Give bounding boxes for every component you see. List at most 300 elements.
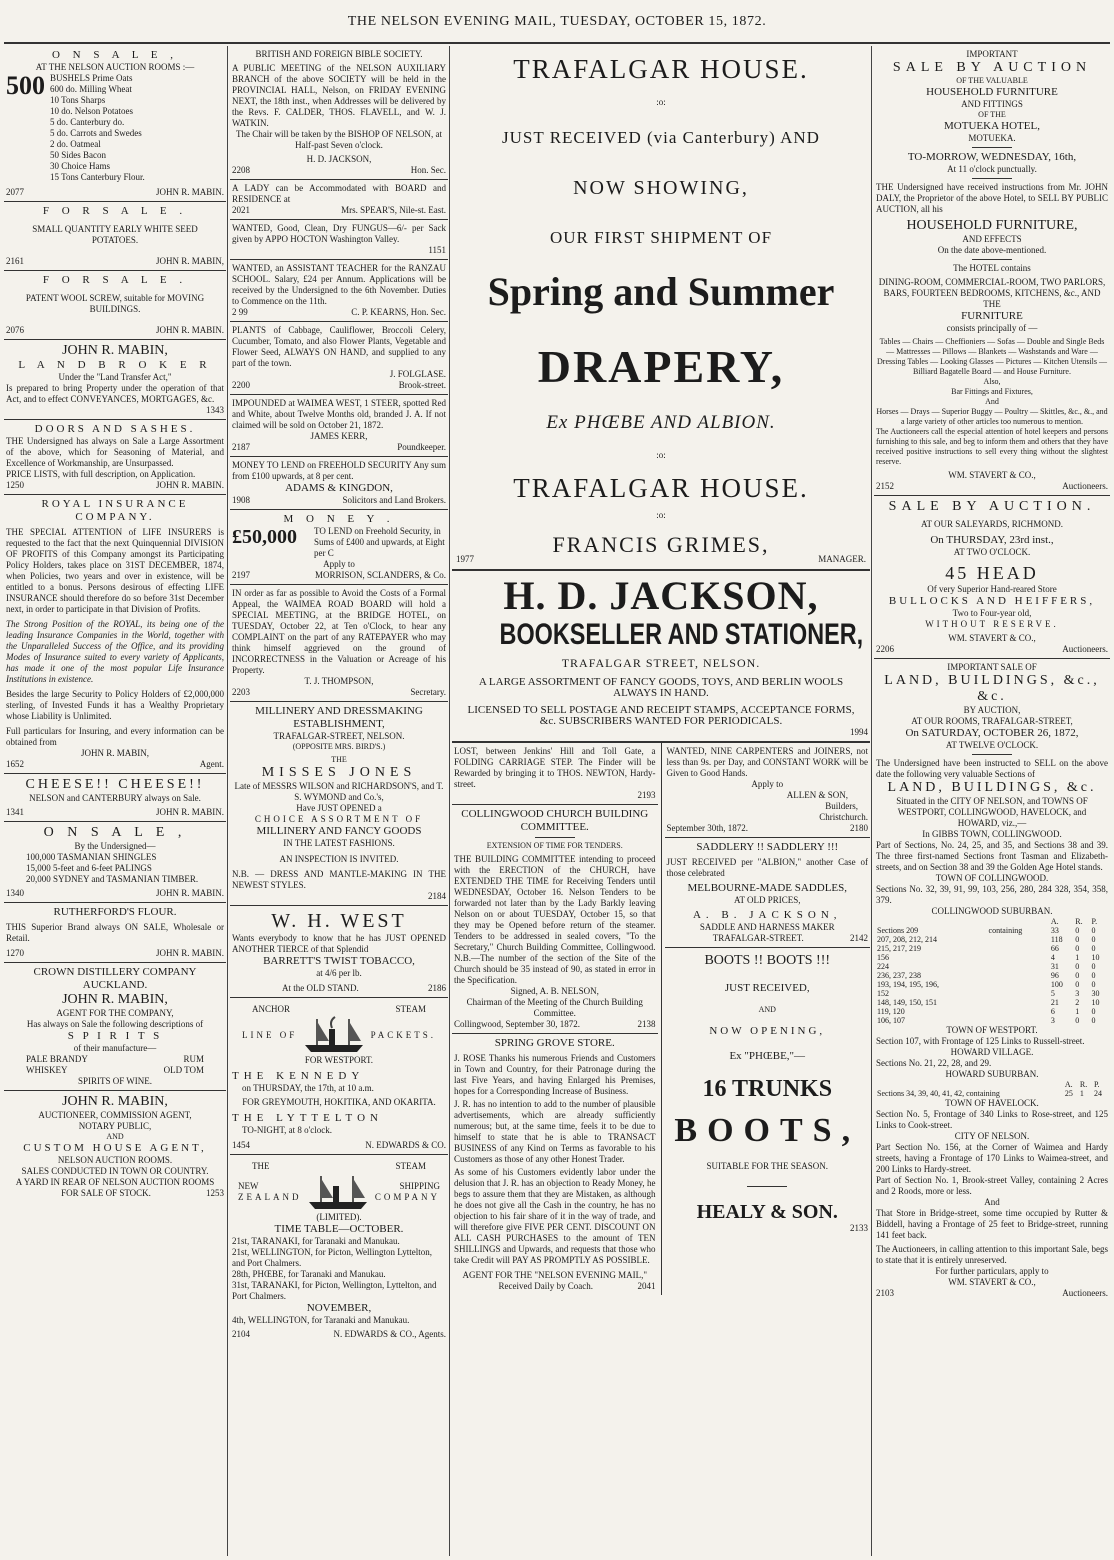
list-item: WHISKEY bbox=[26, 1065, 68, 1075]
ad-signature: MORRISON, SCLANDERS, & Co. bbox=[314, 570, 446, 580]
table-cell: 0 bbox=[1091, 1007, 1096, 1016]
ad-address: Brook-street. bbox=[398, 380, 446, 390]
ad-role: Auctioneers. bbox=[1062, 481, 1108, 491]
ad-boots bbox=[665, 948, 871, 1237]
ad-line: On SATURDAY, OCTOBER 26, 1872, bbox=[905, 727, 1079, 739]
ad-paragraph: As some of his Customers evidently labor under the delusion that J. R. has an objection to Ready Money, he begs to assure them that they are Mistaken, as although he does not give all the Cash in the country, he has no objection to his fair share of it in the way of trade, and will therefore give FIVE PER CENT. DISCOUNT ON ALL CASH PURCHASES to the amount of TEN SHILLINGS and Upwards, and requests that those who take Credit will PAY AS PROMPTLY AS POSSIBLE. bbox=[454, 1167, 656, 1265]
ad-title: SALE BY AUCTION. bbox=[888, 499, 1096, 514]
ad-title: STEAM bbox=[395, 1004, 426, 1014]
ad-signature: JOHN R. MABIN, bbox=[155, 256, 224, 266]
ad-bible-society bbox=[230, 46, 448, 180]
ad-line: The HOTEL contains bbox=[953, 263, 1031, 273]
table-cell: 10 bbox=[1091, 998, 1100, 1007]
ad-line: FOR GREYMOUTH, HOKITIKA, AND OKARITA. bbox=[242, 1097, 436, 1107]
ad-body: Wants everybody to know that he has JUST OPENED ANOTHER TIERCE of that Splendid bbox=[232, 933, 446, 954]
ad-number: 1977 bbox=[456, 554, 474, 564]
ad-line: MOTUEKA. bbox=[968, 133, 1016, 143]
list-item: 600 do. Milling Wheat bbox=[50, 84, 132, 94]
table-header-cell: P. bbox=[1091, 917, 1098, 926]
ad-line: A YARD IN REAR OF NELSON AUCTION ROOMS bbox=[15, 1177, 215, 1187]
table-cell: 236, 237, 238 bbox=[877, 971, 921, 980]
list-item: 15,000 5-feet and 6-feet PALINGS bbox=[26, 863, 152, 873]
ad-line: WITHOUT RESERVE. bbox=[925, 619, 1059, 629]
column-3-left bbox=[452, 743, 661, 1295]
list-item: PALE BRANDY bbox=[26, 1054, 88, 1064]
ad-title: COMPANY bbox=[374, 1192, 440, 1202]
ad-line: consists principally of — bbox=[946, 323, 1038, 333]
ad-number: 2208 bbox=[232, 165, 250, 175]
ad-title: RUTHERFORD'S FLOUR. bbox=[53, 906, 177, 918]
ad-number: 1151 bbox=[428, 245, 446, 255]
ad-paragraph: Part Section No. 156, at the Corner of Waimea and Hardy streets, having a Frontage of 170 Links to Waimea-street, and 200 Links to Hardy-street. bbox=[876, 1142, 1108, 1174]
ad-line: FOR SALE OF STOCK. bbox=[61, 1188, 151, 1198]
ad-line: SPIRITS OF WINE. bbox=[77, 1076, 153, 1086]
ad-line: AND bbox=[758, 1005, 776, 1014]
table-cell: 21 bbox=[1050, 998, 1059, 1007]
ad-title: SHIPPING bbox=[399, 1181, 440, 1191]
ad-paragraph: THE SPECIAL ATTENTION of LIFE INSURERS is requested to the fact that the next Quinquennial DIVISION OF PROFITS of this Company amongst its Participating Policy Holders, takes place on 31ST DECEMBER, 1874, when Policies, two years and over in existence, will be entitled to a bonus. Persons desirous of effecting LIFE INSURANCE should therefore do so before 31st December next, in order to participate in that Division of Profits. bbox=[6, 527, 224, 614]
table-cell: 33 bbox=[1050, 926, 1059, 935]
table-cell: 5 bbox=[1050, 989, 1055, 998]
table-cell: 0 bbox=[1091, 962, 1096, 971]
list-item: 50 Sides Bacon bbox=[50, 150, 106, 160]
ad-line: Late of MESSRS WILSON and RICHARDSON'S, and T. S. WYMOND and Co.'s, bbox=[234, 781, 444, 802]
list-item: 4th, WELLINGTON, for Taranaki and Manukau. bbox=[232, 1315, 410, 1325]
ad-on-sale-produce bbox=[4, 46, 226, 202]
table-header-cell: P. bbox=[1093, 1080, 1100, 1089]
list-item: 100,000 TASMANIAN SHINGLES bbox=[26, 852, 157, 862]
table-cell: 100 bbox=[1050, 980, 1063, 989]
ad-title: H. D. JACKSON, bbox=[503, 573, 819, 618]
ad-line: MELBOURNE-MADE SADDLES, bbox=[687, 882, 847, 894]
ad-line: At 11 o'clock punctually. bbox=[947, 164, 1037, 174]
quantity-number: 500 bbox=[6, 71, 45, 100]
list-item: 31st, TARANAKI, for Picton, Wellington, Lyttelton, and Port Chalmers. bbox=[232, 1280, 437, 1301]
ad-signature: JOHN R. MABIN. bbox=[155, 888, 224, 898]
ad-role: Agent. bbox=[199, 759, 224, 769]
ad-line: AGENT FOR THE "NELSON EVENING MAIL," bbox=[462, 1270, 647, 1280]
table-cell: 30 bbox=[1091, 989, 1100, 998]
masthead-rule bbox=[4, 42, 1110, 44]
ad-line: OF THE VALUABLE bbox=[956, 76, 1028, 85]
loan-amount: £50,000 bbox=[232, 526, 297, 548]
ad-title: MILLINERY AND DRESSMAKING ESTABLISHMENT, bbox=[255, 705, 423, 730]
ad-title: COLLINGWOOD CHURCH BUILDING COMMITTEE. bbox=[461, 808, 649, 833]
ad-title: SALE BY AUCTION bbox=[892, 60, 1092, 75]
ad-line: IMPORTANT bbox=[966, 49, 1018, 59]
ad-headline: DRAPERY, bbox=[537, 341, 785, 392]
ad-body: NELSON and CANTERBURY always on Sale. bbox=[29, 793, 201, 803]
ad-address: Mrs. SPEAR'S, Nile-st. East. bbox=[341, 205, 446, 215]
ad-title: PACKETS. bbox=[370, 1029, 436, 1040]
ad-line: And bbox=[985, 397, 999, 406]
ad-signature: JOHN R. MABIN. bbox=[155, 807, 224, 817]
table-row bbox=[876, 980, 1108, 989]
ad-line: SADDLE AND HARNESS MAKER bbox=[699, 922, 835, 932]
table-cell: 31 bbox=[1050, 962, 1059, 971]
ad-paragraph: Situated in the CITY OF NELSON, and TOWNS OF WESTPORT, COLLINGWOOD, HAVELOCK, and HOWARD, viz.,— bbox=[896, 796, 1088, 828]
ad-name: FRANCIS GRIMES, bbox=[552, 532, 770, 557]
ad-number: 1454 bbox=[232, 1140, 250, 1150]
table-cell: 1 bbox=[1079, 1089, 1084, 1098]
ad-body: The Chair will be taken by the BISHOP OF NELSON, at Half-past Seven o'clock. bbox=[236, 129, 442, 150]
table-cell: 0 bbox=[1091, 926, 1096, 935]
ad-number: 1652 bbox=[6, 759, 24, 769]
table-cell: 3 bbox=[1075, 989, 1080, 998]
ad-collingwood-church bbox=[452, 805, 658, 1034]
ad-body: MONEY TO LEND on FREEHOLD SECURITY Any sum from £100 upwards, at 8 per cent. bbox=[232, 460, 446, 481]
ad-line: LAND, BUILDINGS, &c. bbox=[887, 780, 1097, 795]
ad-wanted-carpenters bbox=[665, 743, 871, 838]
ad-line: FOR WESTPORT. bbox=[304, 1055, 374, 1065]
ad-rutherfords-flour bbox=[4, 903, 226, 963]
ad-line: AND bbox=[106, 1132, 124, 1141]
table-cell: 0 bbox=[1091, 1016, 1096, 1025]
column-2 bbox=[230, 46, 448, 1556]
ad-signature: H. D. JACKSON, bbox=[306, 154, 372, 164]
ad-subtitle: By the Undersigned— bbox=[74, 841, 156, 851]
ad-number: 2041 bbox=[637, 1281, 656, 1291]
ad-line: Apply to bbox=[323, 559, 355, 569]
ad-line: TOWN OF HAVELOCK. bbox=[945, 1098, 1039, 1108]
ad-line: CHOICE ASSORTMENT OF bbox=[254, 814, 424, 824]
ad-title: CROWN DISTILLERY COMPANY AUCKLAND. bbox=[33, 966, 197, 991]
ad-number: 1994 bbox=[850, 727, 868, 737]
ad-body: IMPOUNDED at WAIMEA WEST, 1 STEER, spotted Red and White, about Twelve Months old, branded J. A. If not claimed will be sold on October 21, 1872. bbox=[232, 398, 446, 430]
ad-paragraph: Tables — Chairs — Cheffioniers — Sofas — Double and Single Beds — Mattresses — Pillows — Blankets — Washstands and Ware — Dressing Tables — Looking Glasses — Pictures — Kitchen Utensils — Billiard Bagatelle Board — and House Furniture. bbox=[877, 337, 1107, 376]
ad-number: 2161 bbox=[6, 256, 24, 266]
list-item: 21st, TARANAKI, for Taranaki and Manukau. bbox=[232, 1236, 400, 1246]
list-item: OLD TOM bbox=[163, 1065, 204, 1075]
ad-paragraph: The Auctioneers, in calling attention to this important Sale, begs to state that it is entirely unreserved. bbox=[876, 1244, 1108, 1265]
ad-title: ANCHOR bbox=[252, 1004, 291, 1014]
ad-number: 2 99 bbox=[232, 307, 248, 317]
ad-paragraph: Horses — Drays — Superior Buggy — Poultry — Skittles, &c., &., and a large variety of other articles too numerous to mention. bbox=[876, 407, 1108, 426]
ad-line: IMPORTANT SALE OF bbox=[947, 662, 1037, 672]
ad-line: Chairman of the Meeting of the Church Building Committee. bbox=[466, 997, 643, 1018]
ad-body: SMALL QUANTITY EARLY WHITE SEED POTATOES. bbox=[32, 224, 198, 245]
ship-name: THE KENNEDY bbox=[232, 1070, 365, 1082]
ad-number: 1343 bbox=[206, 405, 224, 415]
table-row bbox=[876, 944, 1108, 953]
ad-line: BARRETT'S TWIST TOBACCO, bbox=[263, 955, 415, 967]
list-item: 30 Choice Hams bbox=[50, 161, 110, 171]
ad-title: BOOKSELLER AND STATIONER, bbox=[499, 618, 864, 651]
ad-signature: JOHN R. MABIN, bbox=[80, 748, 149, 758]
ad-line: JUST RECEIVED, bbox=[724, 982, 810, 994]
ad-number: 1908 bbox=[232, 495, 250, 505]
ad-line: MOTUEKA HOTEL, bbox=[944, 120, 1040, 132]
ad-number: 2152 bbox=[876, 481, 894, 491]
ad-wh-west bbox=[230, 906, 448, 998]
ad-name: JOHN R. MABIN, bbox=[62, 992, 168, 1007]
table-cell bbox=[988, 980, 1050, 989]
ad-number: 2133 bbox=[850, 1223, 868, 1233]
ad-role: Auctioneers. bbox=[1062, 644, 1108, 654]
ad-body: JUST RECEIVED per "ALBION," another Case of those celebrated bbox=[666, 857, 868, 878]
list-item: 10 Tons Sharps bbox=[50, 95, 106, 105]
table-cell bbox=[988, 1016, 1050, 1025]
ad-title: O N S A L E , bbox=[43, 825, 187, 840]
table-row bbox=[876, 1089, 1108, 1098]
ad-number: 2206 bbox=[876, 644, 894, 654]
ad-line: at 4/6 per lb. bbox=[316, 968, 362, 978]
ad-line: THE bbox=[331, 755, 347, 764]
column-divider bbox=[449, 46, 450, 1556]
ad-line: TRAFALGAR-STREET. bbox=[712, 933, 804, 943]
ad-paragraph: For further particulars, apply to bbox=[935, 1266, 1049, 1276]
column-4 bbox=[874, 46, 1110, 1556]
ad-line: On the date above-mentioned. bbox=[937, 245, 1047, 255]
sections-table bbox=[876, 917, 1108, 1025]
ad-line: CUSTOM HOUSE AGENT, bbox=[23, 1142, 207, 1154]
table-cell: 3 bbox=[1050, 1016, 1055, 1025]
ad-number: 2203 bbox=[232, 687, 250, 697]
ad-line: N.B. — DRESS AND MANTLE-MAKING IN THE NEWEST STYLES. bbox=[232, 869, 446, 890]
ad-paragraph: Part of Section No. 1, Brook-street Valley, containing 2 Acres and 2 Roods, more or less. bbox=[876, 1175, 1108, 1196]
ad-lost-step bbox=[452, 743, 658, 805]
ad-number: 1270 bbox=[6, 948, 24, 958]
ad-signature: Signed, A. B. NELSON, bbox=[510, 986, 599, 996]
ad-line: AT OUR SALEYARDS, RICHMOND. bbox=[920, 519, 1064, 529]
ad-line: Of very Superior Hand-reared Store bbox=[927, 584, 1057, 594]
ad-paragraph: J. ROSE Thanks his numerous Friends and Customers in Town and Country, for their Patronage during the last Five Years, and having Enlarged his Premises, hopes for a Corresponding Increase of Business. bbox=[454, 1053, 656, 1096]
list-item: RUM bbox=[183, 1054, 204, 1064]
table-header-cell: A. bbox=[1050, 917, 1059, 926]
ad-line: And bbox=[984, 1197, 1000, 1207]
table-cell bbox=[988, 935, 1050, 944]
ad-on-sale-timber bbox=[4, 822, 226, 903]
ad-number: 1253 bbox=[205, 1188, 224, 1198]
table-cell: 118 bbox=[1050, 935, 1063, 944]
ad-role: Auctioneers. bbox=[1062, 1288, 1108, 1298]
ad-body: TO LEND on Freehold Security, in Sums of £400 and upwards, at Eight per C bbox=[314, 526, 445, 558]
ad-land-buildings-auction bbox=[874, 659, 1110, 1302]
column-divider bbox=[227, 46, 228, 1556]
table-cell: 6 bbox=[1050, 1007, 1055, 1016]
ad-money-50000 bbox=[230, 510, 448, 585]
ad-line: PRICE LISTS, with full description, on Application. bbox=[6, 469, 196, 479]
ad-line: on THURSDAY, the 17th, at 10 a.m. bbox=[242, 1083, 374, 1093]
table-row bbox=[876, 989, 1108, 998]
ad-title: F O R S A L E . bbox=[42, 205, 188, 217]
steamship-icon bbox=[299, 1015, 369, 1055]
ad-line: September 30th, 1872. bbox=[666, 823, 748, 833]
table-cell bbox=[988, 989, 1050, 998]
table-cell: 156 bbox=[877, 953, 889, 962]
table-header bbox=[876, 1080, 1108, 1089]
column-3-right bbox=[661, 743, 871, 1295]
ad-paragraph: The Strong Position of the ROYAL, its being one of the leading Insurance Companies in the World, together with the Unparalleled Success of the Office, and its providing Modes of Insurance suited to every variety of Applicants, has made it one of the most popular Life Insurance Institutions in existence. bbox=[6, 619, 224, 684]
ad-title: BRITISH AND FOREIGN BIBLE SOCIETY. bbox=[255, 49, 423, 59]
list-item: 2 do. Oatmeal bbox=[50, 139, 101, 149]
ad-line: AUCTIONEER, COMMISSION AGENT, bbox=[38, 1110, 192, 1120]
ad-line: COLLINGWOOD SUBURBAN. bbox=[931, 906, 1053, 916]
table-cell: 152 bbox=[877, 989, 889, 998]
ad-body: THE BUILDING COMMITTEE intending to proceed with the ERECTION of the CHURCH, have EXTENDED THE TIME for Receiving Tenders until WEDNESDAY, October 16. Nelson Tenders to be forwarded not later than by the Lady Barkly leaving Nelson on or about TUESDAY, October 15, so that they may be Opened before return of the steamer. Tenders to be addressed in sealed covers, "To the Secretary," Church Building Committee, Collingwood. N.B.—The number of the section of the Site of the Church should be 35 instead of 90, as stated in error in the Specification. bbox=[454, 854, 656, 985]
ad-number: 2186 bbox=[428, 983, 446, 993]
table-cell: Sections 34, 39, 40, 41, 42, containing bbox=[877, 1089, 1000, 1098]
ad-line: HOWARD SUBURBAN. bbox=[945, 1069, 1039, 1079]
table-header bbox=[876, 917, 1108, 926]
ad-title: TRAFALGAR HOUSE. bbox=[513, 54, 809, 84]
list-item: 5 do. Canterbury do. bbox=[50, 117, 125, 127]
ad-cheese bbox=[4, 774, 226, 822]
ad-line: BY AUCTION, bbox=[963, 705, 1021, 715]
ad-royal-insurance bbox=[4, 495, 226, 774]
ad-line: IN THE LATEST FASHIONS. bbox=[283, 838, 395, 848]
ad-line: NOW SHOWING, bbox=[573, 177, 749, 199]
ad-body: WANTED, NINE CARPENTERS and JOINERS, not less than 9s. per Day, and CONSTANT WORK will be Given to Good Hands. bbox=[666, 746, 868, 778]
ad-separator: :o: bbox=[656, 450, 666, 460]
ad-body: WANTED, Good, Clean, Dry FUNGUS—6/- per Sack given by APPO HOCTON Washington Valley. bbox=[232, 223, 446, 244]
table-cell bbox=[988, 944, 1050, 953]
ad-line: MILLINERY AND FANCY GOODS bbox=[256, 825, 422, 837]
ad-body: WANTED, an ASSISTANT TEACHER for the RANZAU SCHOOL. Salary, £24 per Annum. Applications will be received by the Undersigned to the 6th November. Duties to Commence on the 11th. bbox=[232, 263, 446, 306]
ad-line: CITY OF NELSON. bbox=[954, 1131, 1030, 1141]
table-row bbox=[876, 962, 1108, 971]
ad-line: TO-NIGHT, at 8 o'clock. bbox=[242, 1125, 333, 1135]
ad-name: HEALY & SON. bbox=[696, 1201, 838, 1223]
table-cell: 0 bbox=[1075, 944, 1080, 953]
ad-role: Hon. Sec. bbox=[410, 165, 446, 175]
ad-line: of their manufacture— bbox=[73, 1043, 157, 1053]
table-cell: 0 bbox=[1075, 962, 1080, 971]
ad-paragraph: Sections No. 32, 39, 91, 99, 103, 256, 280, 284 328, 354, 358, 379. bbox=[876, 884, 1108, 905]
ad-number: 2138 bbox=[637, 1019, 656, 1029]
ad-line: Ex PHŒBE AND ALBION. bbox=[546, 412, 776, 433]
ad-title: BOOTS !! BOOTS !!! bbox=[704, 953, 831, 968]
ad-body: Is prepared to bring Property under the operation of that Act, and to effect CONVEYANCES, MORTGAGES, &c. bbox=[6, 383, 224, 404]
ship-name: THE LYTTELTON bbox=[232, 1112, 383, 1124]
table-cell: 224 bbox=[877, 962, 889, 971]
table-cell: 106, 107 bbox=[877, 1016, 905, 1025]
ad-role: MANAGER. bbox=[818, 554, 866, 564]
ad-signature: N. EDWARDS & CO., Agents. bbox=[333, 1329, 446, 1339]
table-cell: 10 bbox=[1091, 953, 1100, 962]
ad-body: THE Undersigned has always on Sale a Large Assortment of the above, which for Seasoning of Material, and Excellence of Workmanship, are Unsurpassed. bbox=[6, 436, 224, 468]
ad-for-sale-wool-screw bbox=[4, 271, 226, 340]
table-cell: 25 bbox=[1064, 1089, 1073, 1098]
ad-line: (OPPOSITE MRS. BIRD'S.) bbox=[292, 742, 386, 751]
ad-saddlery bbox=[665, 838, 871, 948]
ad-signature: JOHN R. MABIN. bbox=[155, 325, 224, 335]
list-item: NOVEMBER, bbox=[306, 1302, 372, 1314]
ad-line: Under the "Land Transfer Act," bbox=[58, 372, 172, 382]
list-item: 10 do. Nelson Potatoes bbox=[50, 106, 133, 116]
ad-line: NELSON AUCTION ROOMS. bbox=[57, 1155, 173, 1165]
ad-signature: T. J. THOMPSON, bbox=[304, 676, 374, 686]
list-item: BUSHELS Prime Oats bbox=[50, 73, 133, 83]
ad-line: AT TWELVE O'CLOCK. bbox=[945, 740, 1039, 750]
ad-number: 2184 bbox=[428, 891, 446, 901]
column-3 bbox=[452, 46, 870, 1556]
table-cell: 0 bbox=[1075, 926, 1080, 935]
ad-line: HOUSEHOLD FURNITURE bbox=[926, 86, 1058, 98]
ad-number: 2077 bbox=[6, 187, 24, 197]
table-cell bbox=[988, 971, 1050, 980]
ad-body: PLANTS of Cabbage, Cauliflower, Broccoli Celery, Cucumber, Tomato, and also Flower Plants, Vegetable and Flower Seed, ALWAYS ON HAND, and supplied to any part of the town. bbox=[232, 325, 446, 368]
ad-title: M O N E Y . bbox=[283, 513, 395, 525]
ad-line: Christchurch. bbox=[819, 812, 868, 822]
ad-number: 2197 bbox=[232, 570, 250, 580]
ad-signature: ADAMS & KINGDON, bbox=[285, 482, 393, 494]
ad-title: W. H. WEST bbox=[271, 910, 407, 932]
ad-signature: JOHN R. MABIN. bbox=[155, 187, 224, 197]
ad-line: Have JUST OPENED a bbox=[296, 803, 382, 813]
ad-role: Secretary. bbox=[410, 687, 446, 697]
ad-mabin-auctioneer bbox=[4, 1091, 226, 1202]
ad-title: STEAM bbox=[395, 1161, 426, 1171]
ad-line: DINING-ROOM, COMMERCIAL-ROOM, TWO PARLORS, BARS, FOURTEEN BEDROOMS, KITCHENS, &c., AND THE bbox=[878, 277, 1106, 309]
ad-line: A LARGE ASSORTMENT OF FANCY GOODS, TOYS, AND BERLIN WOOLS ALWAYS IN HAND. bbox=[478, 676, 844, 699]
ad-waimea-road-board bbox=[230, 585, 448, 702]
ad-signature: JAMES KERR, bbox=[310, 431, 368, 441]
ad-line: NOTARY PUBLIC, bbox=[78, 1121, 152, 1131]
ad-title: NEW bbox=[238, 1181, 259, 1191]
ad-subtitle: AT THE NELSON AUCTION ROOMS :— bbox=[35, 62, 195, 72]
ad-motueka-hotel-auction bbox=[874, 46, 1110, 496]
ad-money-to-lend bbox=[230, 457, 448, 510]
ad-name: A. B. JACKSON, bbox=[692, 909, 842, 921]
ad-headline: Spring and Summer bbox=[487, 269, 835, 314]
ad-subtitle: L A N D B R O K E R bbox=[18, 359, 212, 371]
ad-paragraph: The Auctioneers call the especial attention of hotel keepers and persons furnishing to this sale, and beg to inform them and others that they have received positive instructions to sell every thing without the slightest reserve. bbox=[876, 427, 1108, 466]
ad-number: 2193 bbox=[637, 790, 656, 800]
ad-line: JUST RECEIVED (via Canterbury) AND bbox=[502, 128, 820, 147]
ad-signature: WM. STAVERT & CO., bbox=[948, 470, 1036, 480]
table-cell: 2 bbox=[1075, 998, 1080, 1007]
steamship-icon bbox=[305, 1172, 371, 1212]
ad-line: SALES CONDUCTED IN TOWN OR COUNTRY. bbox=[21, 1166, 209, 1176]
ad-title: THE bbox=[252, 1161, 270, 1171]
table-cell bbox=[988, 998, 1050, 1007]
ad-title: LAND, BUILDINGS, &c., &c. bbox=[884, 673, 1100, 704]
ad-title: DOORS AND SASHES. bbox=[34, 423, 196, 435]
table-cell: 1 bbox=[1075, 1007, 1080, 1016]
ad-number: 2103 bbox=[876, 1288, 894, 1298]
ad-role: Poundkeeper. bbox=[397, 442, 446, 452]
ad-signature: WM. STAVERT & CO., bbox=[948, 1277, 1036, 1287]
ad-separator: :o: bbox=[656, 510, 666, 520]
ad-for-sale-potatoes bbox=[4, 202, 226, 271]
table-cell bbox=[988, 953, 1050, 962]
ad-number: 2187 bbox=[232, 442, 250, 452]
ad-line: TOWN OF WESTPORT. bbox=[946, 1025, 1038, 1035]
column-3-lower bbox=[452, 743, 870, 1295]
ad-line: Builders, bbox=[825, 801, 858, 811]
table-cell bbox=[988, 1007, 1050, 1016]
ad-paragraph: Section 107, with Frontage of 125 Links to Russell-street. bbox=[876, 1036, 1085, 1046]
ad-line: Apply to bbox=[751, 779, 784, 789]
ad-number: 2200 bbox=[232, 380, 250, 390]
list-item: 21st, WELLINGTON, for Picton, Wellington Lyttelton, and Port Chalmers. bbox=[232, 1247, 433, 1268]
ad-title: SPRING GROVE STORE. bbox=[494, 1037, 615, 1049]
list-item: 28th, PHŒBE, for Taranaki and Manukau. bbox=[232, 1269, 386, 1279]
ad-number: 1341 bbox=[6, 807, 24, 817]
table-header-cell: A. bbox=[1064, 1080, 1073, 1089]
ad-role: Solicitors and Land Brokers. bbox=[342, 495, 446, 505]
goods-list bbox=[6, 73, 224, 183]
ad-body: A PUBLIC MEETING of the NELSON AUXILIARY BRANCH of the above SOCIETY will be held in the PROVINCIAL HALL, Nelson, on FRIDAY EVENING NEXT, the 18th inst., when Addresses will be delivered by the Revs. F. CALDER, THOS. FLAVELL, and W. J. WATKIN. bbox=[232, 63, 446, 128]
ad-subtitle: EXTENSION OF TIME FOR TENDERS. bbox=[486, 841, 623, 850]
ad-line: Two to Four-year old, bbox=[952, 608, 1032, 618]
ad-signature: JOHN R. MABIN. bbox=[155, 480, 224, 490]
ad-doors-sashes bbox=[4, 420, 226, 495]
table-row bbox=[876, 1007, 1108, 1016]
ad-line: AND EFFECTS bbox=[962, 234, 1022, 244]
list-item: 5 do. Carrots and Swedes bbox=[50, 128, 142, 138]
